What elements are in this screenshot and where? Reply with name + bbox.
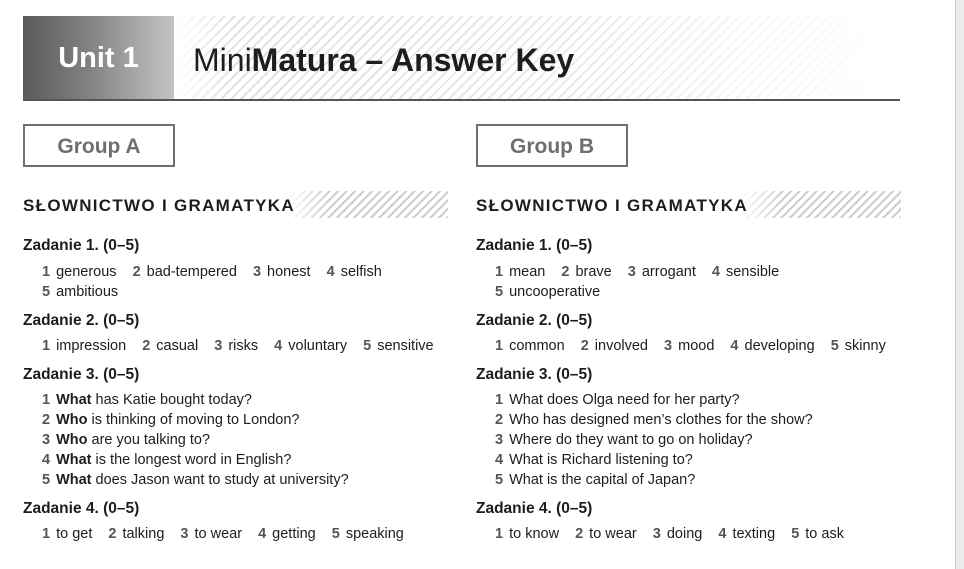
answer-number: 2 [580,338,589,354]
page-edge [955,0,964,569]
group-b-task1-line1 [495,264,791,280]
answer-text: Who has designed men’s clothes for the show? [509,412,813,428]
answer-number: 4 [730,338,739,354]
group-b-task3-line5 [495,472,695,488]
answer-text: sensible [725,264,780,280]
answer-text: mean [509,264,546,280]
answer-text: doing [666,526,703,542]
title-bold: Matura – Answer Key [251,42,575,78]
answer-number: 4 [718,526,727,542]
answer-text: is thinking of moving to London? [91,412,300,428]
answer-text: to wear [589,526,637,542]
group-a-task1-title: Zadanie 1. (0–5) [23,237,140,254]
answer-text: casual [156,338,199,354]
answer-text: mood [678,338,715,354]
answer-text: selfish [340,264,382,280]
group-a-task3-line4 [42,452,291,468]
group-a-section-heading [23,191,448,218]
answer-number: 4 [42,452,51,468]
group-b-task4-line [495,526,856,542]
answer-text: voluntary [288,338,348,354]
answer-text: common [509,338,565,354]
group-a-task3-line3 [42,432,210,448]
question-word: Who [56,412,88,428]
answer-number: 3 [664,338,673,354]
group-a-task1-line2 [42,284,130,300]
answer-text: uncooperative [509,284,601,300]
answer-text: risks [228,338,259,354]
group-a-task3-line1 [42,392,252,408]
answer-text: brave [575,264,612,280]
section-heading-text: SŁOWNICTWO I GRAMATYKA [476,196,748,215]
answer-number: 5 [331,526,340,542]
answer-number: 2 [142,338,151,354]
group-b-task2-line [495,338,898,354]
group-a-task3-line5 [42,472,349,488]
answer-text: honest [267,264,311,280]
header-divider [23,99,900,101]
answer-text: ambitious [56,284,119,300]
title-banner [174,16,900,100]
section-heading-text: SŁOWNICTWO I GRAMATYKA [23,196,295,215]
answer-number: 3 [627,264,636,280]
answer-text: developing [744,338,815,354]
answer-number: 4 [495,452,504,468]
answer-text: to get [56,526,93,542]
answer-number: 1 [495,338,504,354]
answer-number: 3 [42,432,51,448]
group-a-task3-line2 [42,412,300,428]
group-a-task2-title: Zadanie 2. (0–5) [23,312,140,329]
answer-text: What does Olga need for her party? [509,392,740,408]
group-b-task3-title: Zadanie 3. (0–5) [476,366,593,383]
answer-number: 2 [561,264,570,280]
answer-number: 5 [791,526,800,542]
group-b-task3-line1 [495,392,740,408]
answer-number: 1 [42,392,51,408]
answer-number: 4 [711,264,720,280]
answer-number: 1 [42,338,51,354]
answer-text: Where do they want to go on holiday? [509,432,753,448]
answer-text: are you talking to? [91,432,211,448]
answer-text: sensitive [377,338,434,354]
answer-number: 5 [495,472,504,488]
group-b-task2-title: Zadanie 2. (0–5) [476,312,593,329]
group-b-label: Group B [476,124,628,167]
group-b-task3-line3 [495,432,753,448]
answer-number: 1 [42,264,51,280]
answer-number: 2 [108,526,117,542]
answer-number: 2 [575,526,584,542]
group-b-column [476,124,901,569]
group-b-task3-line2 [495,412,813,428]
page-edge-line [955,0,956,569]
answer-text: talking [122,526,165,542]
page-title [193,16,574,104]
group-a-task1-line1 [42,264,394,280]
answer-text: to know [509,526,560,542]
group-a-label: Group A [23,124,175,167]
answer-number: 5 [495,284,504,300]
answer-text: getting [272,526,316,542]
answer-number: 2 [42,412,51,428]
group-b-task3-line4 [495,452,693,468]
group-b-section-heading [476,191,901,218]
answer-number: 3 [214,338,223,354]
group-b-task1-line2 [495,284,612,300]
answer-text: texting [732,526,776,542]
answer-text: is the longest word in English? [95,452,292,468]
group-a-task2-line [42,338,446,354]
answer-number: 3 [252,264,262,280]
answer-text: to ask [805,526,844,542]
answer-number: 2 [132,264,141,280]
answer-text: skinny [844,338,886,354]
answer-text: to wear [194,526,243,542]
unit-label: Unit 1 [23,16,174,100]
answer-text: bad-tempered [146,264,237,280]
question-word: What [56,452,92,468]
answer-number: 4 [274,338,283,354]
answer-number: 5 [42,284,51,300]
group-a-task3-title: Zadanie 3. (0–5) [23,366,140,383]
answer-text: What is Richard listening to? [509,452,693,468]
answer-number: 3 [652,526,661,542]
answer-text: does Jason want to study at university? [95,472,349,488]
answer-number: 1 [495,526,504,542]
group-b-task4-title: Zadanie 4. (0–5) [476,500,593,517]
answer-number: 3 [180,526,189,542]
question-word: What [56,472,92,488]
answer-number: 1 [495,264,504,280]
title-light: Mini [193,42,252,78]
answer-number: 4 [258,526,267,542]
question-word: What [56,392,92,408]
unit-header [23,16,900,100]
answer-text: involved [594,338,648,354]
answer-text: has Katie bought today? [95,392,252,408]
answer-text: generous [56,264,117,280]
answer-number: 5 [42,472,51,488]
answer-number: 5 [363,338,372,354]
answer-number: 2 [495,412,504,428]
group-b-task1-title: Zadanie 1. (0–5) [476,237,593,254]
answer-text: speaking [345,526,404,542]
question-word: Who [56,432,88,448]
answer-text: What is the capital of Japan? [509,472,696,488]
answer-number: 3 [495,432,504,448]
group-a-column [23,124,448,569]
group-a-task4-title: Zadanie 4. (0–5) [23,500,140,517]
group-a-task4-line [42,526,416,542]
answer-number: 1 [42,526,51,542]
answer-number: 4 [326,264,335,280]
answer-text: impression [56,338,127,354]
answer-text: arrogant [641,264,696,280]
answer-number: 5 [830,338,839,354]
answer-number: 1 [495,392,504,408]
